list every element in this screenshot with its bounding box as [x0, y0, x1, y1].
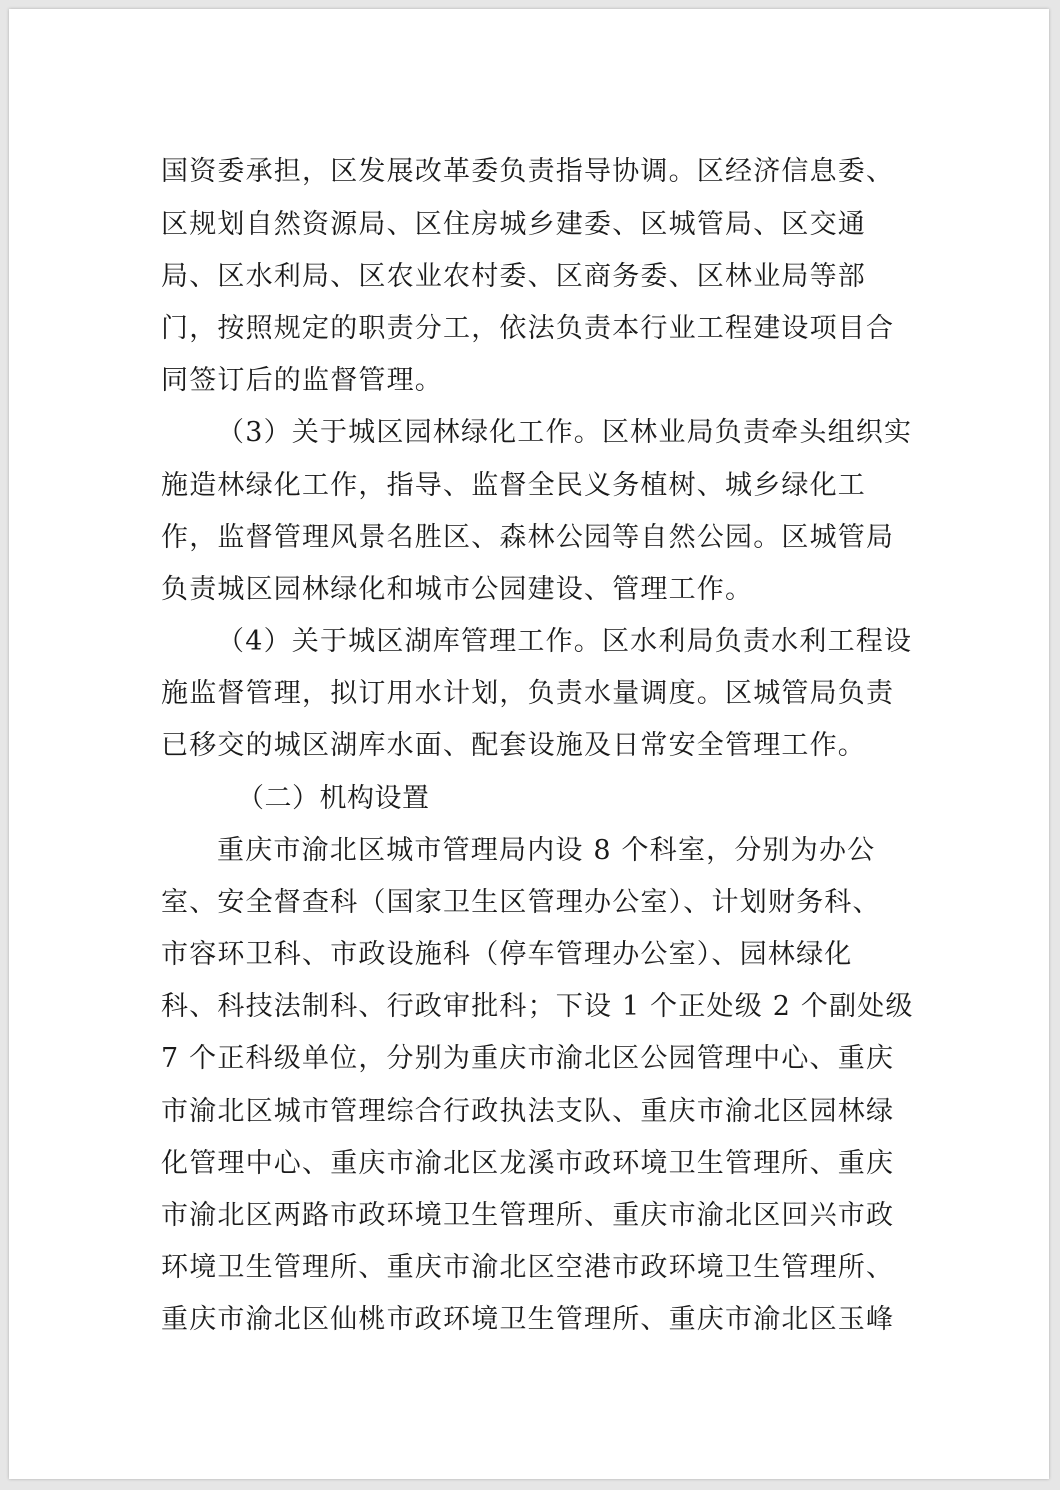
paragraph-line: 作，监督管理风景名胜区、森林公园等自然公园。区城管局 [161, 522, 895, 553]
paragraph-line: 负责城区园林绿化和城市公园建设、管理工作。 [161, 574, 754, 605]
paragraph-line: 环境卫生管理所、重庆市渝北区空港市政环境卫生管理所、 [161, 1252, 895, 1283]
paragraph-line: 7 个正科级单位，分别为重庆市渝北区公园管理中心、重庆 [161, 1043, 895, 1074]
paragraph-line: 门，按照规定的职责分工，依法负责本行业工程建设项目合 [161, 313, 895, 344]
paragraph-line: 市渝北区两路市政环境卫生管理所、重庆市渝北区回兴市政 [161, 1200, 895, 1231]
paragraph-line: （3）关于城区园林绿化工作。区林业局负责牵头组织实 [217, 417, 913, 448]
paragraph-line: 施监督管理，拟订用水计划，负责水量调度。区城管局负责 [161, 678, 895, 709]
paragraph-line: 市容环卫科、市政设施科（停车管理办公室）、园林绿化 [161, 939, 853, 970]
paragraph-line: 国资委承担，区发展改革委负责指导协调。区经济信息委、 [161, 156, 895, 187]
paragraph-line: 局、区水利局、区农业农村委、区商务委、区林业局等部 [161, 261, 866, 292]
paragraph-line: 同签订后的监督管理。 [161, 365, 443, 396]
paragraph-line: 科、科技法制科、行政审批科；下设 1 个正处级 2 个副处级 [161, 991, 914, 1022]
paragraph-line: 施造林绿化工作，指导、监督全民义务植树、城乡绿化工 [161, 470, 866, 501]
document-page [9, 9, 1049, 1479]
paragraph-line: （4）关于城区湖库管理工作。区水利局负责水利工程设 [217, 626, 913, 657]
section-heading: （二）机构设置 [237, 783, 430, 814]
paragraph-line: 室、安全督查科（国家卫生区管理办公室）、计划财务科、 [161, 887, 881, 918]
paragraph-line: 已移交的城区湖库水面、配套设施及日常安全管理工作。 [161, 730, 866, 761]
paragraph-line: 区规划自然资源局、区住房城乡建委、区城管局、区交通 [161, 209, 866, 240]
paragraph-line: 市渝北区城市管理综合行政执法支队、重庆市渝北区园林绿 [161, 1096, 895, 1127]
paragraph-line: 重庆市渝北区城市管理局内设 8 个科室，分别为办公 [217, 835, 876, 866]
paragraph-line: 化管理中心、重庆市渝北区龙溪市政环境卫生管理所、重庆 [161, 1148, 895, 1179]
paragraph-line: 重庆市渝北区仙桃市政环境卫生管理所、重庆市渝北区玉峰 [161, 1304, 895, 1335]
